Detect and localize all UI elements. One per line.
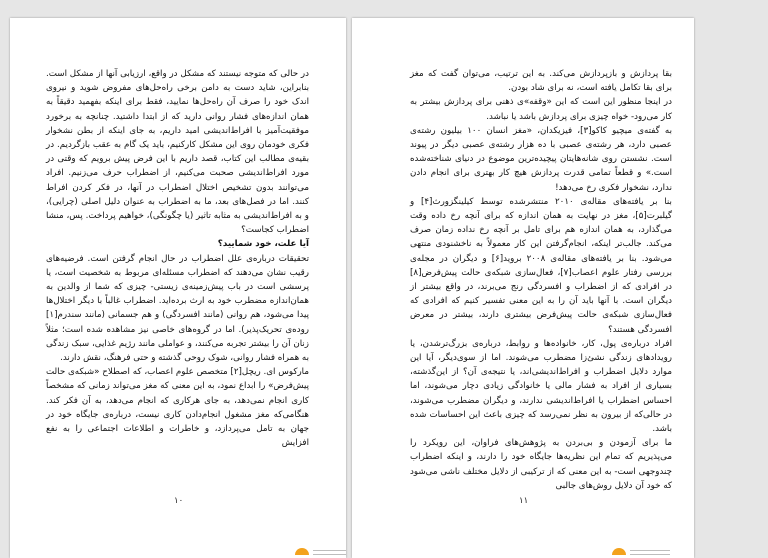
paragraph: بنا بر یافته‌های مقاله‌ی ۲۰۱۰ منتشرشده توسط کیلینگزورث[۴] و گیلبرت[۵]، مغز در نهایت به همان اندازه که برای آنچه رخ داده وقت می‌گذارد، به همان اندازه هم برای تامل بر آنچه رخ نداده زمان صرف می‌کند. جالب‌تر اینکه، انجام‌گرفتن این کار معمولاً به ناخشنودی منتهی می‌شود. بنا بر یافته‌های مقاله‌ی ۲۰۰۸ بروید[۶] و دیگران در مجله‌ی بررسی رفتار علوم اعصاب[۷]، فعال‌سازی شبکه‌ی حالت پیش‌فرض[۸] در افرادی که از اضطراب و افسردگی رنج می‌برند، در واقع بیشتر از دیگران است. با آنها باید آن را به این معنی تفسیر کنیم که افرادی که فعال‌سازی شبکه‌ی حالت پیش‌فرض بیشتری دارند، بیشتر در معرض افسردگی هستند؟ <box>410 196 672 335</box>
section-heading: آیا علت، خود شمایید؟ <box>217 239 309 250</box>
paragraph: بقا پردازش و بازپردازش می‌کند. به این ترتیب، می‌توان گفت که مغز برای بقا تکامل یافته است، نه برای شاد بودن. <box>410 69 672 94</box>
paragraph: در اینجا منظور این است که این «وقفه»‌ی ذهنی برای پردازش بیشتر به کار می‌رود- خواه چیزی برای پردازش باشد یا نباشد. <box>410 97 672 122</box>
paragraph: ما برای آزمودن و بی‌بردن به پژوهش‌های فراوان، این رویکرد را می‌پذیریم که تمام این نظریه‌ها جایگاه خود را دارند، و اینکه اضطراب چندوجهی است- به این معنی که از ترکیبی از دلایل مختلف ناشی می‌شود که خود آن دلایل روش‌های جالبی <box>410 438 672 491</box>
viewer-background <box>700 0 768 549</box>
page-body-text <box>410 67 672 493</box>
paragraph: مارکوس ای. ریچل[۲] متخصص علوم اعصاب، که اصطلاح «شبکه‌ی حالت پیش‌فرض» را ابداع نمود، به این معنی که مغز می‌تواند زمانی که مشخصاً کاری انجام نمی‌دهد، به جای هرکاری که انجام می‌دهد، به آن فکر کند. هنگامی‌که مغز مشغول انجام‌دادن کاری نیست، درباره‌ی جایگاه خود در جهان به تامل می‌پردازد، و خاطرات و اطلاعات اجتماعی را به نفع افزایش <box>46 367 309 449</box>
document-page-left <box>10 18 346 558</box>
footer-logo-icon <box>612 548 672 556</box>
page-number: ۱۱ <box>519 496 529 506</box>
document-page-right <box>352 18 694 558</box>
page-body-text <box>46 67 309 450</box>
paragraph: افراد درباره‌ی پول، کار، خانواده‌ها و روابط، درباره‌ی بزرگ‌ترشدن، یا رویدادهای زندگی نشئ‌زا مضطرب می‌شوند. اما از سوی‌دیگر، آیا این موارد دلایل اضطراب و افراط‌اندیشی‌اند، یا نتیجه‌ی آن؟ از این‌گذشته، بسیاری از افراد به فشار مالی یا خانوادگی زیادی دچار می‌شوند، اما احساس اضطراب یا افراط‌اندیشی ندارند، و دیگران مضطرب می‌شوند، در حالی‌که از بیرون به نظر نمی‌رسد که چیزی باعث این احساسات شده باشد. <box>410 338 672 435</box>
paragraph: به گفته‌ی میچیو کاکو[۳]، فیزیکدان، «مغز انسان ۱۰۰ بیلیون رشته‌ی عصبی دارد، هر رشته‌ی عصبی با ده هزار رشته‌ی عصبی دیگر در پیوند است. نشستن روی شانه‌هایتان پیچیده‌ترین موضوع در دنیای شناخته‌شده است.» و قطعاً تمامی قدرت پردازش هیچ کار بهتری برای انجام دادن ندارد، نشخوار فکری رخ می‌دهد! <box>410 125 673 193</box>
paragraph: تحقیقات درباره‌ی علل اضطراب در حال انجام گرفتن است. فرضیه‌های رقیب نشان می‌دهند که اضطراب مسئله‌ای مربوط به شخصیت است، یا پرسشی است در باب پیش‌زمینه‌ی زیستی- چیزی که شما از والدین به همان‌اندازه مضطرب خود به ارث برده‌اید. اضطراب غالباً با دیگر اختلال‌ها پیدا می‌شود، هم روانی (مانند افسردگی) و هم جسمانی (مانند سندرم[۱] روده‌ی تحریک‌پذیر). اما در گروه‌های خاصی نیز مشاهده شده است؛ مثلاً زنان آن را بیشتر تجربه می‌کنند، و عواملی مانند رژیم غذایی، سبک زندگی به همراه فشار روانی، شوک روحی گذشته و حتی فرهنگ، نقش دارند. <box>46 253 309 364</box>
page-number: ۱۰ <box>174 496 184 506</box>
footer-logo-icon <box>295 548 346 556</box>
paragraph: در حالی که متوجه نیستند که مشکل در واقع، ارزیابی آنها از مشکل است. بنابراین، شاید دست به دامن برخی راه‌حل‌های مفروض شوید و نیروی اندک خود را صرف آن راه‌حل‌ها نمایید، فقط برای اینکه بفهمید دقیقاً به همان اندازه‌های فشار روانی دارید که از ابتدا داشتید. چنانچه به برخورد موفقیت‌آمیز با افراط‌اندیشی امید داریم، به جای اینکه از بطن نشخوار فکری خودمان روی این مشکل کارکنیم، باید یک گام به عقب بازگردیم. در بقیه‌ی مطالب این کتاب، قصد داریم با این فرض پیش برویم که وقتی در مورد افراط‌اندیشی صحبت می‌کنیم، از اضطراب حرف می‌زنیم. افراد می‌توانند بدون تشخیص اختلال اضطراب در آنها، در فکر کردن افراط کنند. اما در فصل‌های بعد، ما به اضطراب به عنوان دلیل اصلی (چرایی)، و به افراط‌اندیشی به مثابه تاثیر (یا چگونگی)، خواهیم پرداخت. پس، منشا اضطراب کجاست؟ <box>46 69 309 236</box>
